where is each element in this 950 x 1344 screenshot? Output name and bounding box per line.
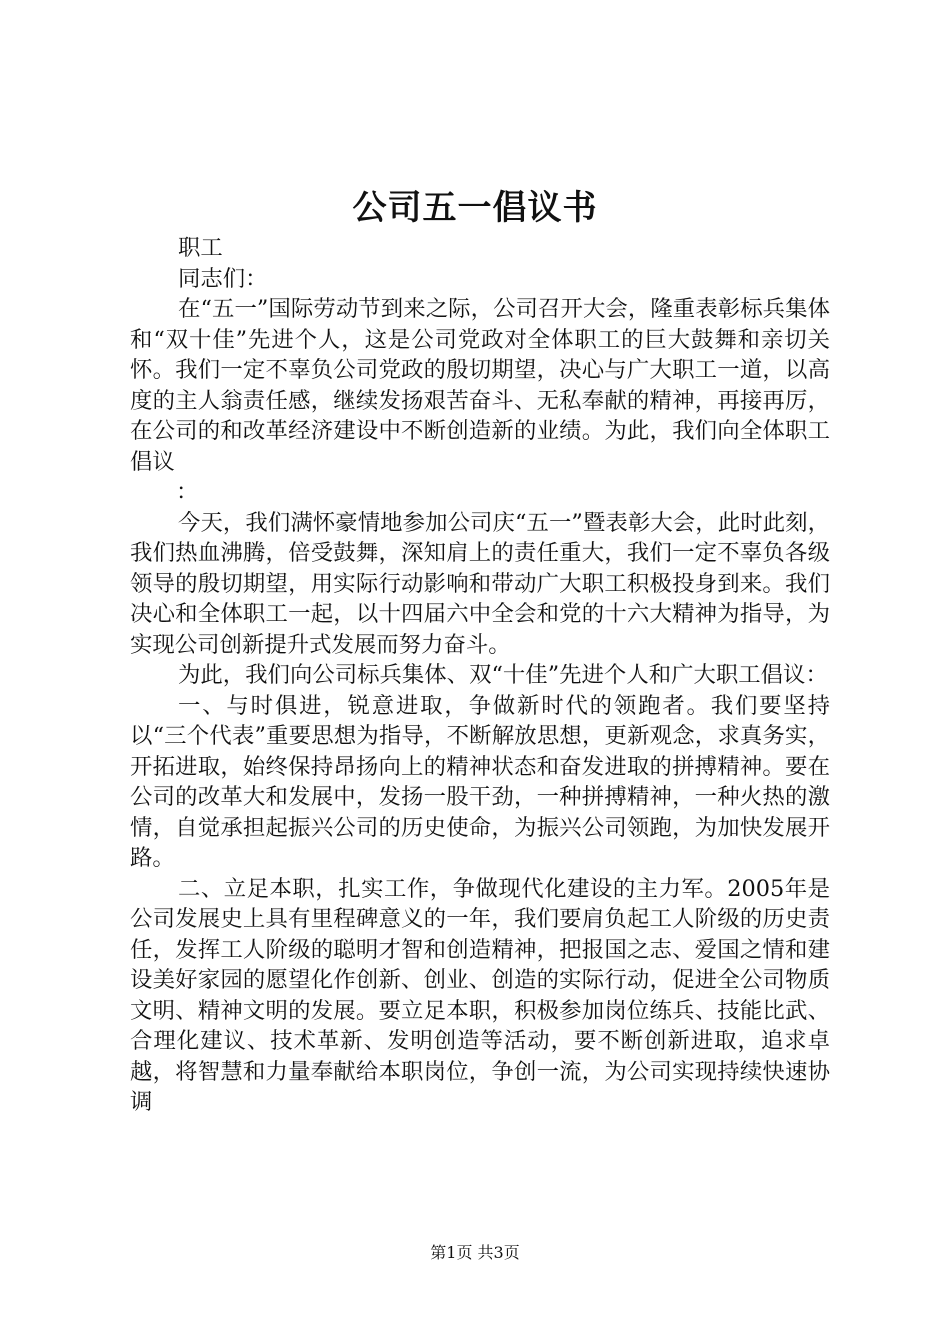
paragraph-intro: 在“五一”国际劳动节到来之际，公司召开大会，隆重表彰标兵集体和“双十佳”先进个人，这是公司党政对全体职工的巨大鼓舞和亲切关怀。我们一定不辜负公司党政的殷切期望，决心与广大职工一道，以高度的主人翁责任感，继续发扬艰苦奋斗、无私奉献的精神，再接再厉，在公司的和改革经济建设中不断创造新的业绩。为此，我们向全体职工倡议 [130,296,830,475]
paragraph-today: 今天，我们满怀豪情地参加公司庆“五一”暨表彰大会，此时此刻，我们热血沸腾，倍受鼓舞，深知肩上的责任重大，我们一定不辜负各级领导的殷切期望，用实际行动影响和带动广大职工积极投身到来。我们决心和全体职工一起，以十四届六中全会和党的十六大精神为指导，为实现公司创新提升式发展而努力奋斗。 [130,509,830,658]
paragraph-point-one: 一、与时俱进，锐意进取，争做新时代的领跑者。我们要坚持以“三个代表”重要思想为指导，不断解放思想，更新观念，求真务实，开拓进取，始终保持昂扬向上的精神状态和奋发进取的拼搏精神。要在公司的改革大和发展中，发扬一股干劲，一种拼搏精神，一种火热的激情，自觉承担起振兴公司的历史使命，为振兴公司领跑，为加快发展开路。 [130,692,830,871]
salutation-line-1: 职工 [178,235,223,261]
document-body [130,233,830,1118]
page-footer: 第1页 共3页 [430,1243,520,1262]
document-title: 公司五一倡议书 [352,188,598,228]
paragraph-proposal: 为此，我们向公司标兵集体、双“十佳”先进个人和广大职工倡议： [178,662,828,688]
paragraph-colon: ： [176,479,199,505]
paragraph-point-two: 二、立足本职，扎实工作，争做现代化建设的主力军。2005年是公司发展史上具有里程碑意义的一年，我们要肩负起工人阶级的历史责任，发挥工人阶级的聪明才智和创造精神，把报国之志、爱国之情和建设美好家园的愿望化作创新、创业、创造的实际行动，促进全公司物质文明、精神文明的发展。要立足本职，积极参加岗位练兵、技能比武、合理化建议、技术革新、发明创造等活动，要不断创新进取，追求卓越，将智慧和力量奉献给本职岗位，争创一流，为公司实现持续快速协调 [130,875,830,1115]
salutation-line-2: 同志们： [178,265,268,292]
